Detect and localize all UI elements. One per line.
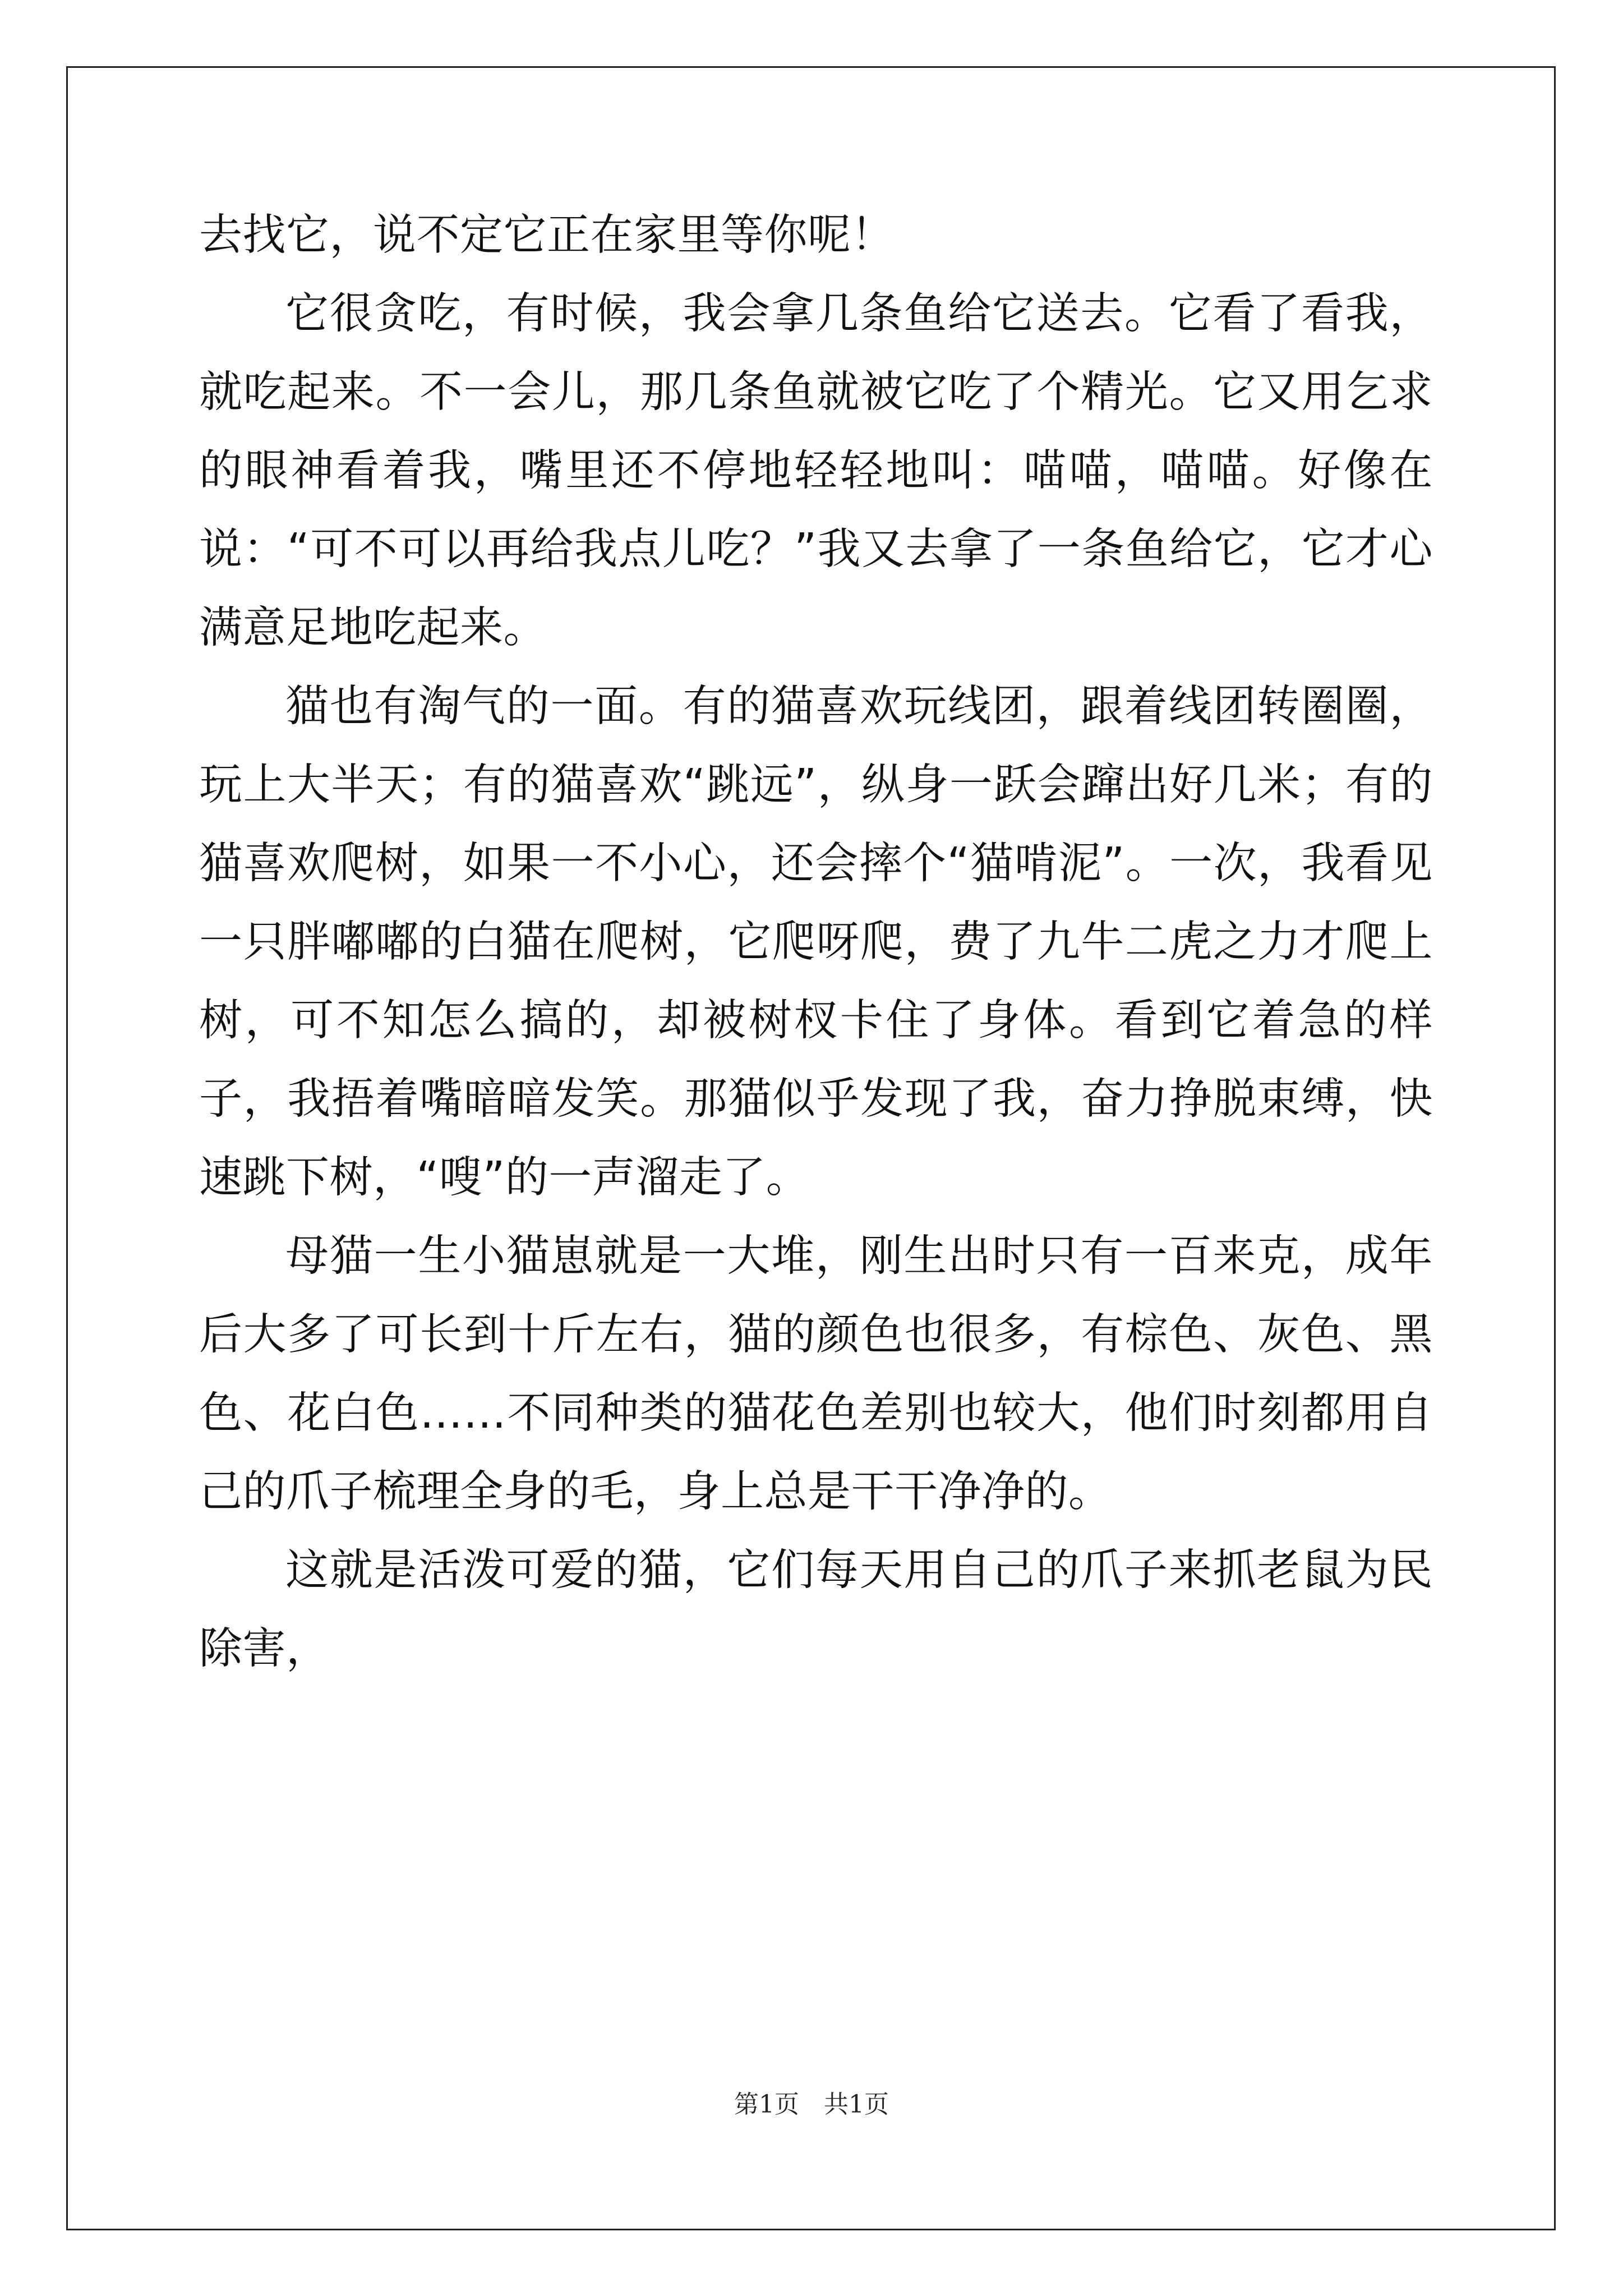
page-number-footer: 第1页 共1页 <box>734 2090 889 2119</box>
paragraph: 它很贪吃，有时候，我会拿几条鱼给它送去。它看了看我，就吃起来。不一会儿，那几条鱼就被它吃了个精光。它又用乞求的眼神看着我，嘴里还不停地轻轻地叫：喵喵，喵喵。好像在说：“可不可以再给我点儿吃？”我又去拿了一条鱼给它，它才心满意足地吃起来。 <box>199 289 1433 653</box>
paragraph: 母猫一生小猫崽就是一大堆，刚生出时只有一百来克，成年后大多了可长到十斤左右，猫的颜色也很多，有棕色、灰色、黑色、花白色……不同种类的猫花色差别也较大，他们时刻都用自己的爪子梳理全身的毛，身上总是干干净净的。 <box>199 1231 1433 1517</box>
document-body <box>199 196 1433 1688</box>
paragraph: 猫也有淘气的一面。有的猫喜欢玩线团，跟着线团转圈圈，玩上大半天；有的猫喜欢“跳远”，纵身一跃会蹿出好几米；有的猫喜欢爬树，如果一不小心，还会摔个“猫啃泥”。一次，我看见一只胖嘟嘟的白猫在爬树，它爬呀爬，费了九牛二虎之力才爬上树，可不知怎么搞的，却被树杈卡住了身体。看到它着急的样子，我捂着嘴暗暗发笑。那猫似乎发现了我，奋力挣脱束缚，快速跳下树，“嗖”的一声溜走了。 <box>199 682 1433 1203</box>
paragraph-continuation: 去找它，说不定它正在家里等你呢！ <box>199 210 895 260</box>
paragraph: 这就是活泼可爱的猫，它们每天用自己的爪子来抓老鼠为民除害， <box>199 1545 1433 1674</box>
